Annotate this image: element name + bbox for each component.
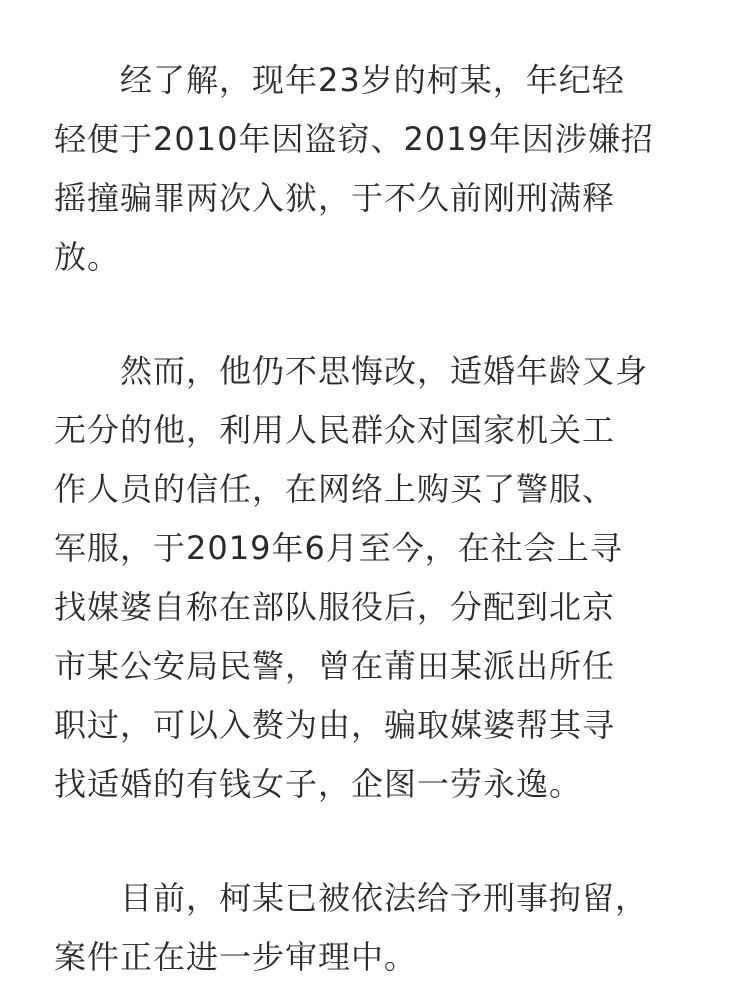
paragraph-line: 作人员的信任，在网络上购买了警服、 [54,470,616,508]
paragraph-line: 放。 [54,238,121,276]
paragraph-line: 职过，可以入赘为由，骗取媒婆帮其寻 [54,706,616,744]
paragraph-line: 找媒婆自称在部队服役后，分配到北京 [54,588,616,626]
paragraph-line: 然而，他仍不思悔改，适婚年龄又身 [120,352,649,390]
paragraph-fraud-details [54,342,704,814]
paragraph-line: 找适婚的有钱女子，企图一劳永逸。 [54,765,583,803]
paragraph-line: 目前，柯某已被依法给予刑事拘留， [120,879,649,917]
paragraph-line: 军服，于2019年6月至今，在社会上寻 [54,529,623,567]
paragraph-case-status [54,869,704,987]
paragraph-line: 案件正在进一步审理中。 [54,938,418,976]
article-body [54,51,704,987]
paragraph-line: 经了解，现年23岁的柯某，年纪轻 [120,61,625,99]
paragraph-line: 摇撞骗罪两次入狱，于不久前刚刑满释 [54,179,616,217]
paragraph-line: 无分的他，利用人民群众对国家机关工 [54,411,616,449]
paragraph-line: 轻便于2010年因盗窃、2019年因涉嫌招 [54,120,654,158]
paragraph-line: 市某公安局民警，曾在莆田某派出所任 [54,647,616,685]
paragraph-criminal-record [54,51,704,287]
